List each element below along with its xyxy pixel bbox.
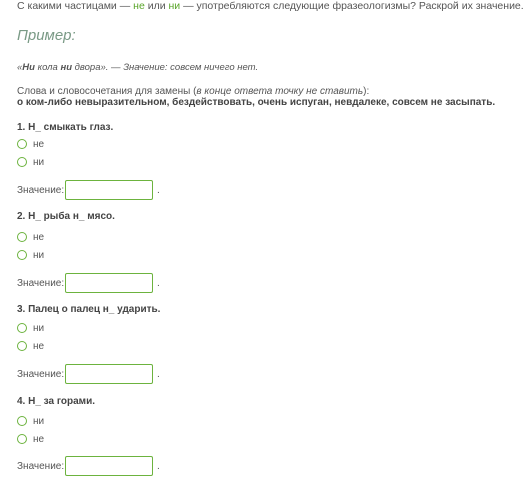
intro-text: С какими частицами — xyxy=(17,0,134,12)
radio-option[interactable] xyxy=(17,340,44,352)
radio-button[interactable] xyxy=(17,250,27,260)
answer-label: Значение: xyxy=(17,278,65,289)
question-title: 1. Н_ смыкать глаз. xyxy=(17,122,114,133)
answer-dot: . xyxy=(157,461,160,472)
option-label: ни xyxy=(33,156,45,168)
radio-option[interactable] xyxy=(17,249,44,261)
answer-label: Значение: xyxy=(17,461,65,472)
radio-option[interactable] xyxy=(17,138,44,150)
option-label: ни xyxy=(33,322,45,334)
question-title: 3. Палец о палец н_ ударить. xyxy=(17,304,161,315)
task-instructions xyxy=(17,0,524,12)
option-label: не xyxy=(33,340,45,352)
radio-option[interactable] xyxy=(17,415,44,427)
intro-text-end: — употребляются следующие фразеологизмы? Раскрой их значение. xyxy=(180,0,524,12)
radio-option[interactable] xyxy=(17,322,44,334)
radio-button[interactable] xyxy=(17,323,27,333)
answer-input[interactable] xyxy=(65,364,153,384)
option-label: ни xyxy=(33,249,45,261)
radio-option[interactable] xyxy=(17,156,44,168)
example-heading: Пример: xyxy=(17,27,76,44)
intro-or: или xyxy=(144,0,169,12)
answer-dot: . xyxy=(157,278,160,289)
words-caption: Слова и словосочетания для замены (в конце ответа точку не ставить): xyxy=(17,86,370,97)
radio-button[interactable] xyxy=(17,139,27,149)
option-label: не xyxy=(33,433,45,445)
question-title: 2. Н_ рыба н_ мясо. xyxy=(17,211,115,222)
answer-dot: . xyxy=(157,185,160,196)
answer-input[interactable] xyxy=(65,456,153,476)
radio-option[interactable] xyxy=(17,231,44,243)
words-list: о ком-либо невыразительном, бездействовать, очень испуган, невдалеке, совсем не засыпать. xyxy=(17,97,496,108)
answer-label: Значение: xyxy=(17,185,65,196)
radio-button[interactable] xyxy=(17,416,27,426)
particle-ne: не xyxy=(133,0,145,12)
radio-button[interactable] xyxy=(17,341,27,351)
example-text: «Ни кола ни двора». — Значение: совсем ничего нет. xyxy=(17,62,259,73)
question-title: 4. Н_ за горами. xyxy=(17,396,95,407)
answer-input[interactable] xyxy=(65,273,153,293)
radio-option[interactable] xyxy=(17,433,44,445)
answer-input[interactable] xyxy=(65,180,153,200)
answer-dot: . xyxy=(157,369,160,380)
option-label: ни xyxy=(33,415,45,427)
option-label: не xyxy=(33,231,45,243)
radio-button[interactable] xyxy=(17,232,27,242)
answer-label: Значение: xyxy=(17,369,65,380)
radio-button[interactable] xyxy=(17,157,27,167)
option-label: не xyxy=(33,138,45,150)
radio-button[interactable] xyxy=(17,434,27,444)
particle-ni: ни xyxy=(168,0,181,12)
